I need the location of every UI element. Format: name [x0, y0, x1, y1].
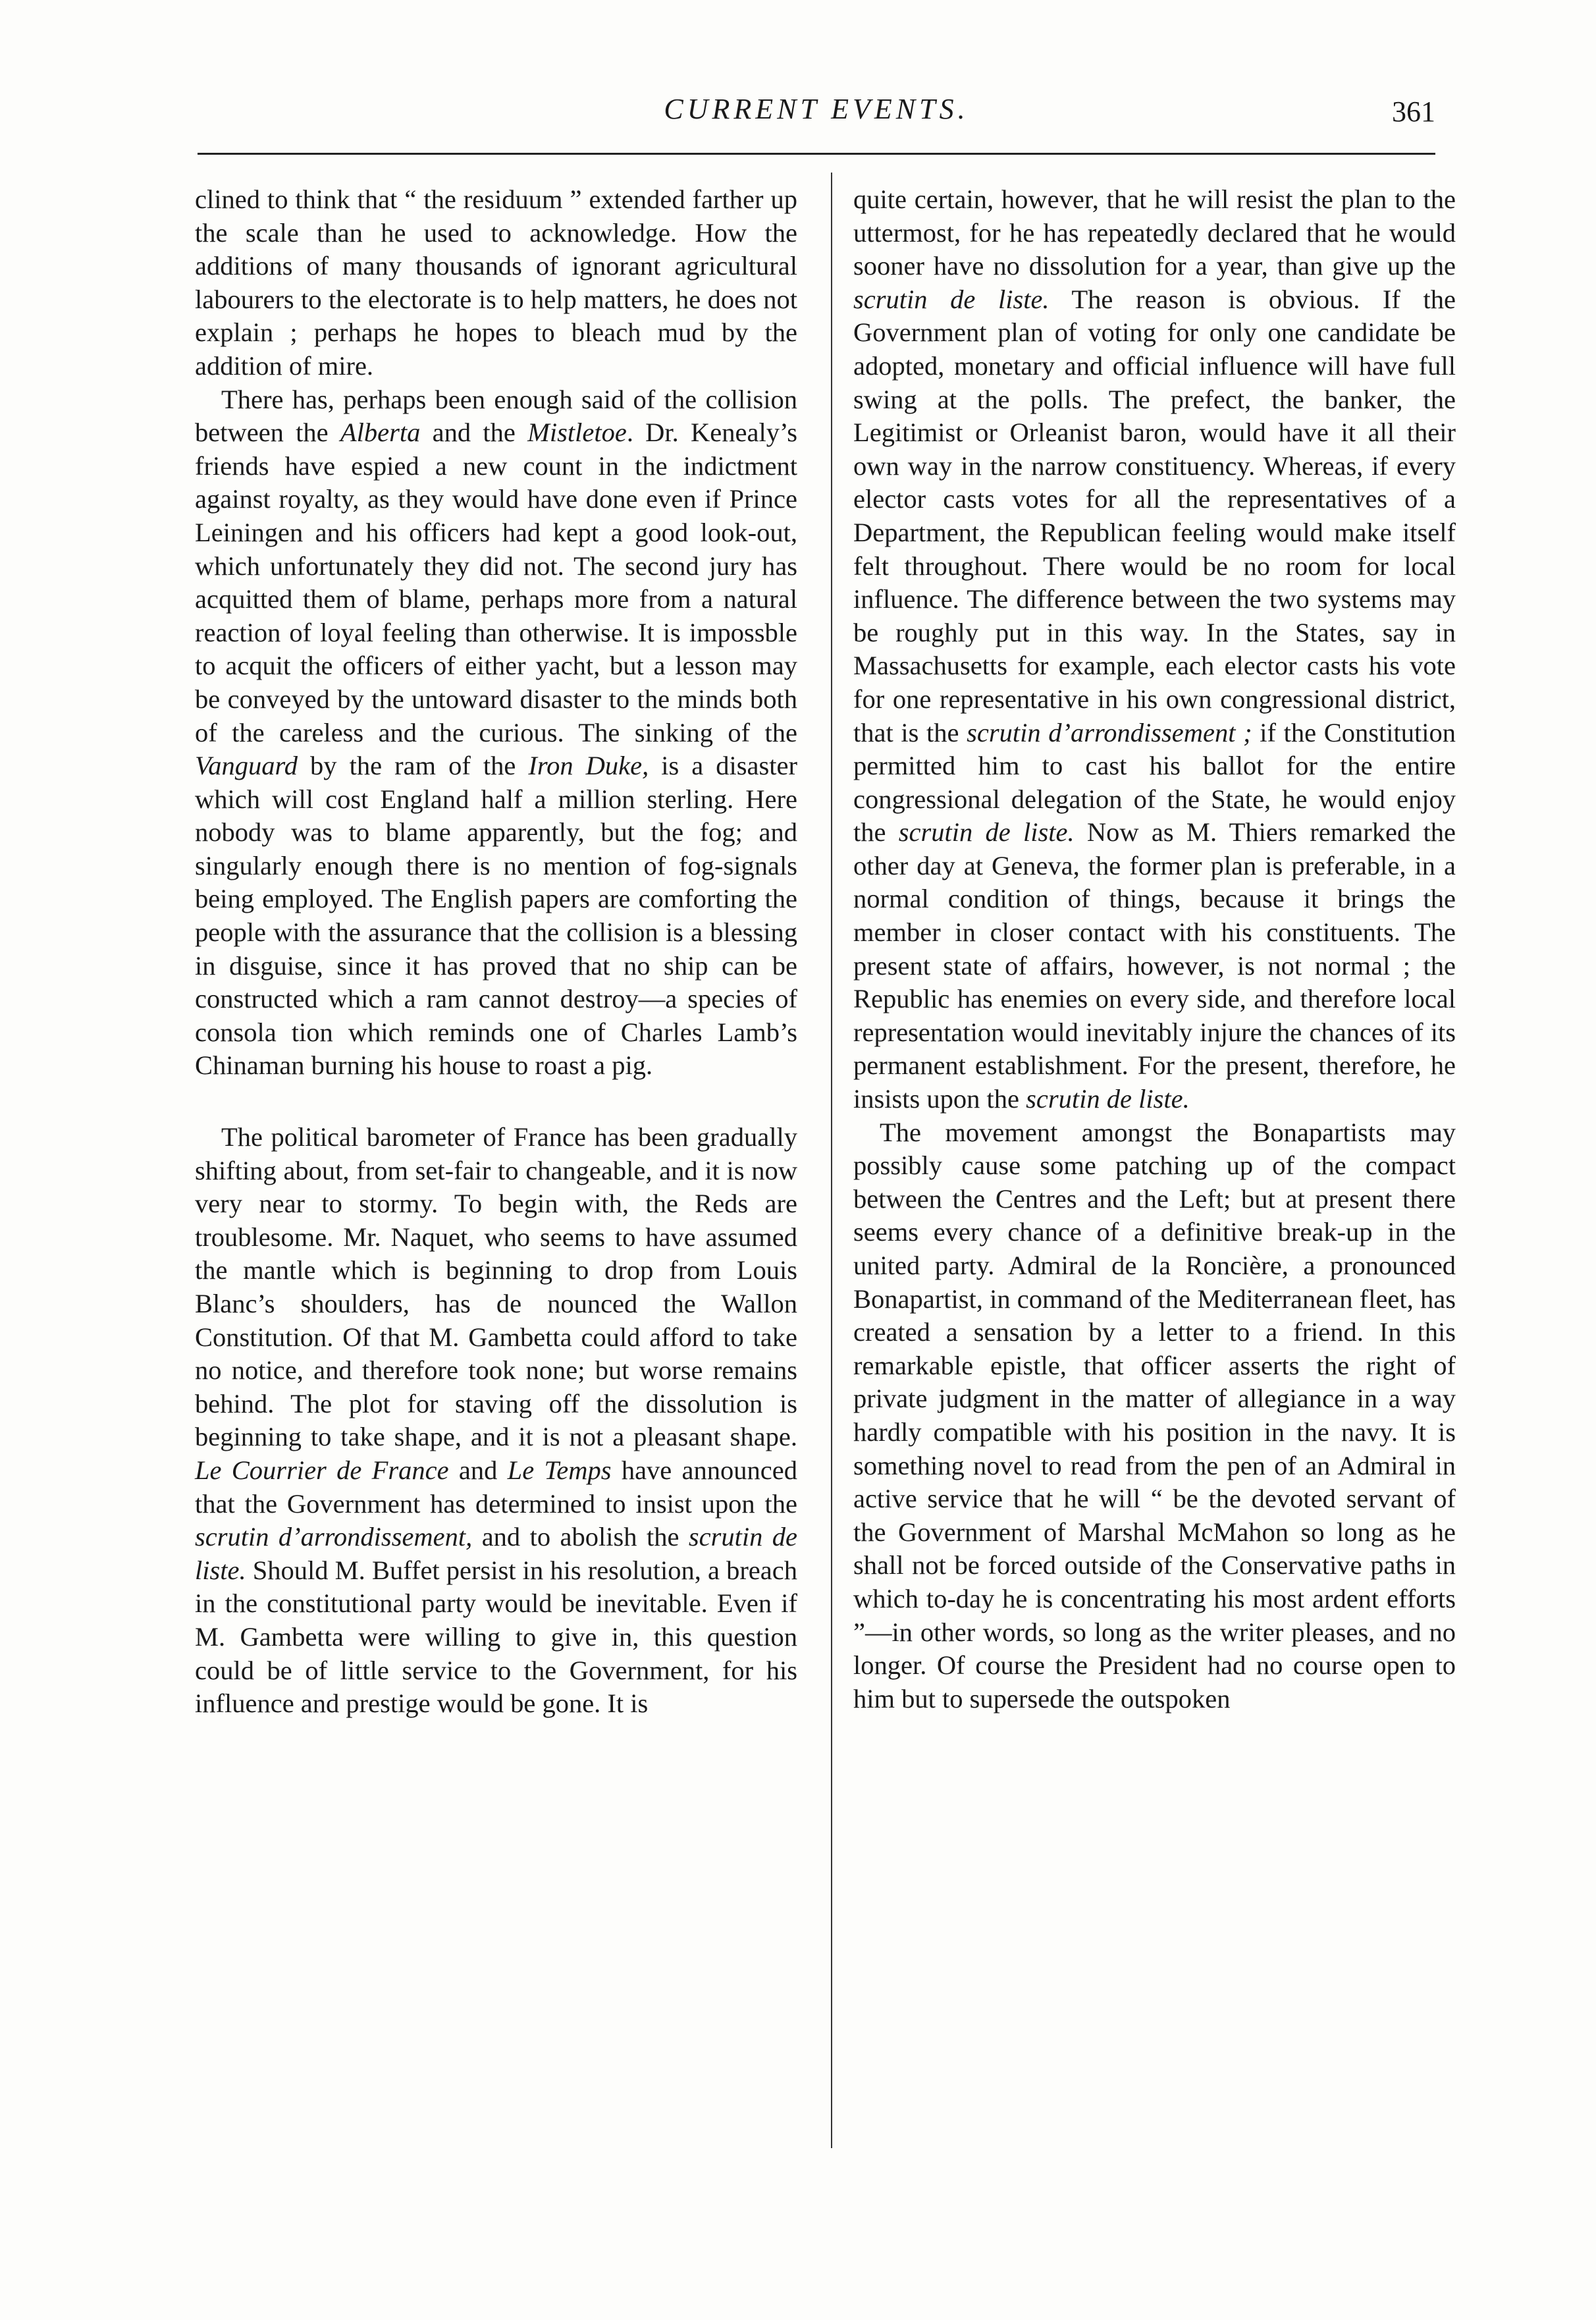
page-number: 361: [1392, 95, 1435, 128]
running-title: CURRENT EVENTS.: [664, 93, 969, 125]
paragraph-bonapartists: The movement amongst the Bonapartists may possibly cause some patching up of the compact between the Centres and the Left; but at present there seems every chance of a definitive break-up in the united party. Admiral de la Roncière, a pronounced Bonapartist, in command of the Mediterranean fleet, has created a sensation by a letter to a friend. In this remarkable epistle, that officer asserts the right of private judgment in the matter of allegiance in a way hardly compatible with his position in the navy. It is something novel to read from the pen of an Admiral in active service that he will “ be the devoted servant of the Government of Marshal McMahon so long as he shall not be forced outside of the Conservative paths in which to-day he is concentrating his most ardent efforts ”—in other words, so long as the writer pleases, and no longer. Of course the President had no course open to him but to supersede the outspoken: [853, 1117, 1456, 1713]
running-head: [198, 92, 1435, 145]
right-column: [853, 183, 1456, 1715]
left-column: [195, 183, 797, 1721]
paragraph-scrutin-de-liste: quite certain, however, that he will resist the plan to the uttermost, for he has repeatedly declared that he would sooner have no dissolution for a year, than give up the scrutin de liste. The reason is obvious. If the Government plan of voting for only one candidate be adopted, monetary and official influence will have full swing at the polls. The prefect, the banker, the Legitimist or Orleanist baron, would have it all their own way in the narrow constituency. Whereas, if every elector casts votes for all the representatives of a Department, the Republican feeling would make itself felt throughout. There would be no room for local influence. The difference between the two systems may be roughly put in this way. In the States, say in Massachusetts for example, each elector casts his vote for one representative in his own congressional district, that is the scrutin d’arrondissement ; if the Constitution permitted him to cast his ballot for the entire congressional delegation of the State, he would enjoy the scrutin de liste. Now as M. Thiers remarked the other day at Geneva, the former plan is preferable, in a normal condition of things, because it brings the member in closer contact with his constituents. The present state of affairs, however, is not normal ; the Republic has enemies on every side, and therefore local representation would inevitably injure the chances of its permanent establishment. For the present, therefore, he insists upon the scrutin de liste.: [853, 184, 1456, 1114]
paragraph-yacht-collision: There has, perhaps been enough said of the collision between the Alberta and the Mistletoe. Dr. Kenealy’s friends have espied a new count in the indictment against royalty, as they would have done even if Prince Leiningen and his officers had kept a good look-out, which unfortunately they did not. The second jury has acquitted them of blame, perhaps more from a natural reaction of loyal feeling than otherwise. It is impossble to acquit the officers of either yacht, but a lesson may be conveyed by the untoward disaster to the minds both of the careless and the curious. The sinking of the Vanguard by the ram of the Iron Duke, is a disaster which will cost England half a million sterling. Here nobody was to blame apparently, but the fog; and singularly enough there is no mention of fog-signals being employed. The English papers are comforting the people with the assurance that the collision is a blessing in disguise, since it has proved that no ship can be constructed which a ram cannot destroy—a species of consola tion which reminds one of Charles Lamb’s Chinaman burning his house to roast a pig.: [195, 384, 797, 1081]
paragraph-french-barometer: The political barometer of France has been gradually shifting about, from set-fair to changeable, and it is now very near to stormy. To begin with, the Reds are troublesome. Mr. Naquet, who seems to have assumed the mantle which is beginning to drop from Louis Blanc’s shoulders, has de nounced the Wallon Constitution. Of that M. Gambetta could afford to take no notice, and therefore took none; but worse remains behind. The plot for staving off the dissolution is beginning to take shape, and it is not a pleasant shape. Le Courrier de France and Le Temps have announced that the Government has determined to insist upon the scrutin d’arrondissement, and to abolish the scrutin de liste. Should M. Buffet persist in his resolution, a breach in the constitutional party would be inevitable. Even if M. Gambetta were willing to give in, this question could be of little service to the Government, for his influence and prestige would be gone. It is: [195, 1122, 797, 1719]
paragraph-residuum: clined to think that “ the residuum ” extended farther up the scale than he used to acknowledge. How the additions of many thousands of ignorant agricultural labourers to the electorate is to help matters, he does not explain ; perhaps he hopes to bleach mud by the addition of mire.: [195, 184, 797, 381]
header-rule: [198, 153, 1435, 155]
column-divider: [831, 173, 832, 2148]
